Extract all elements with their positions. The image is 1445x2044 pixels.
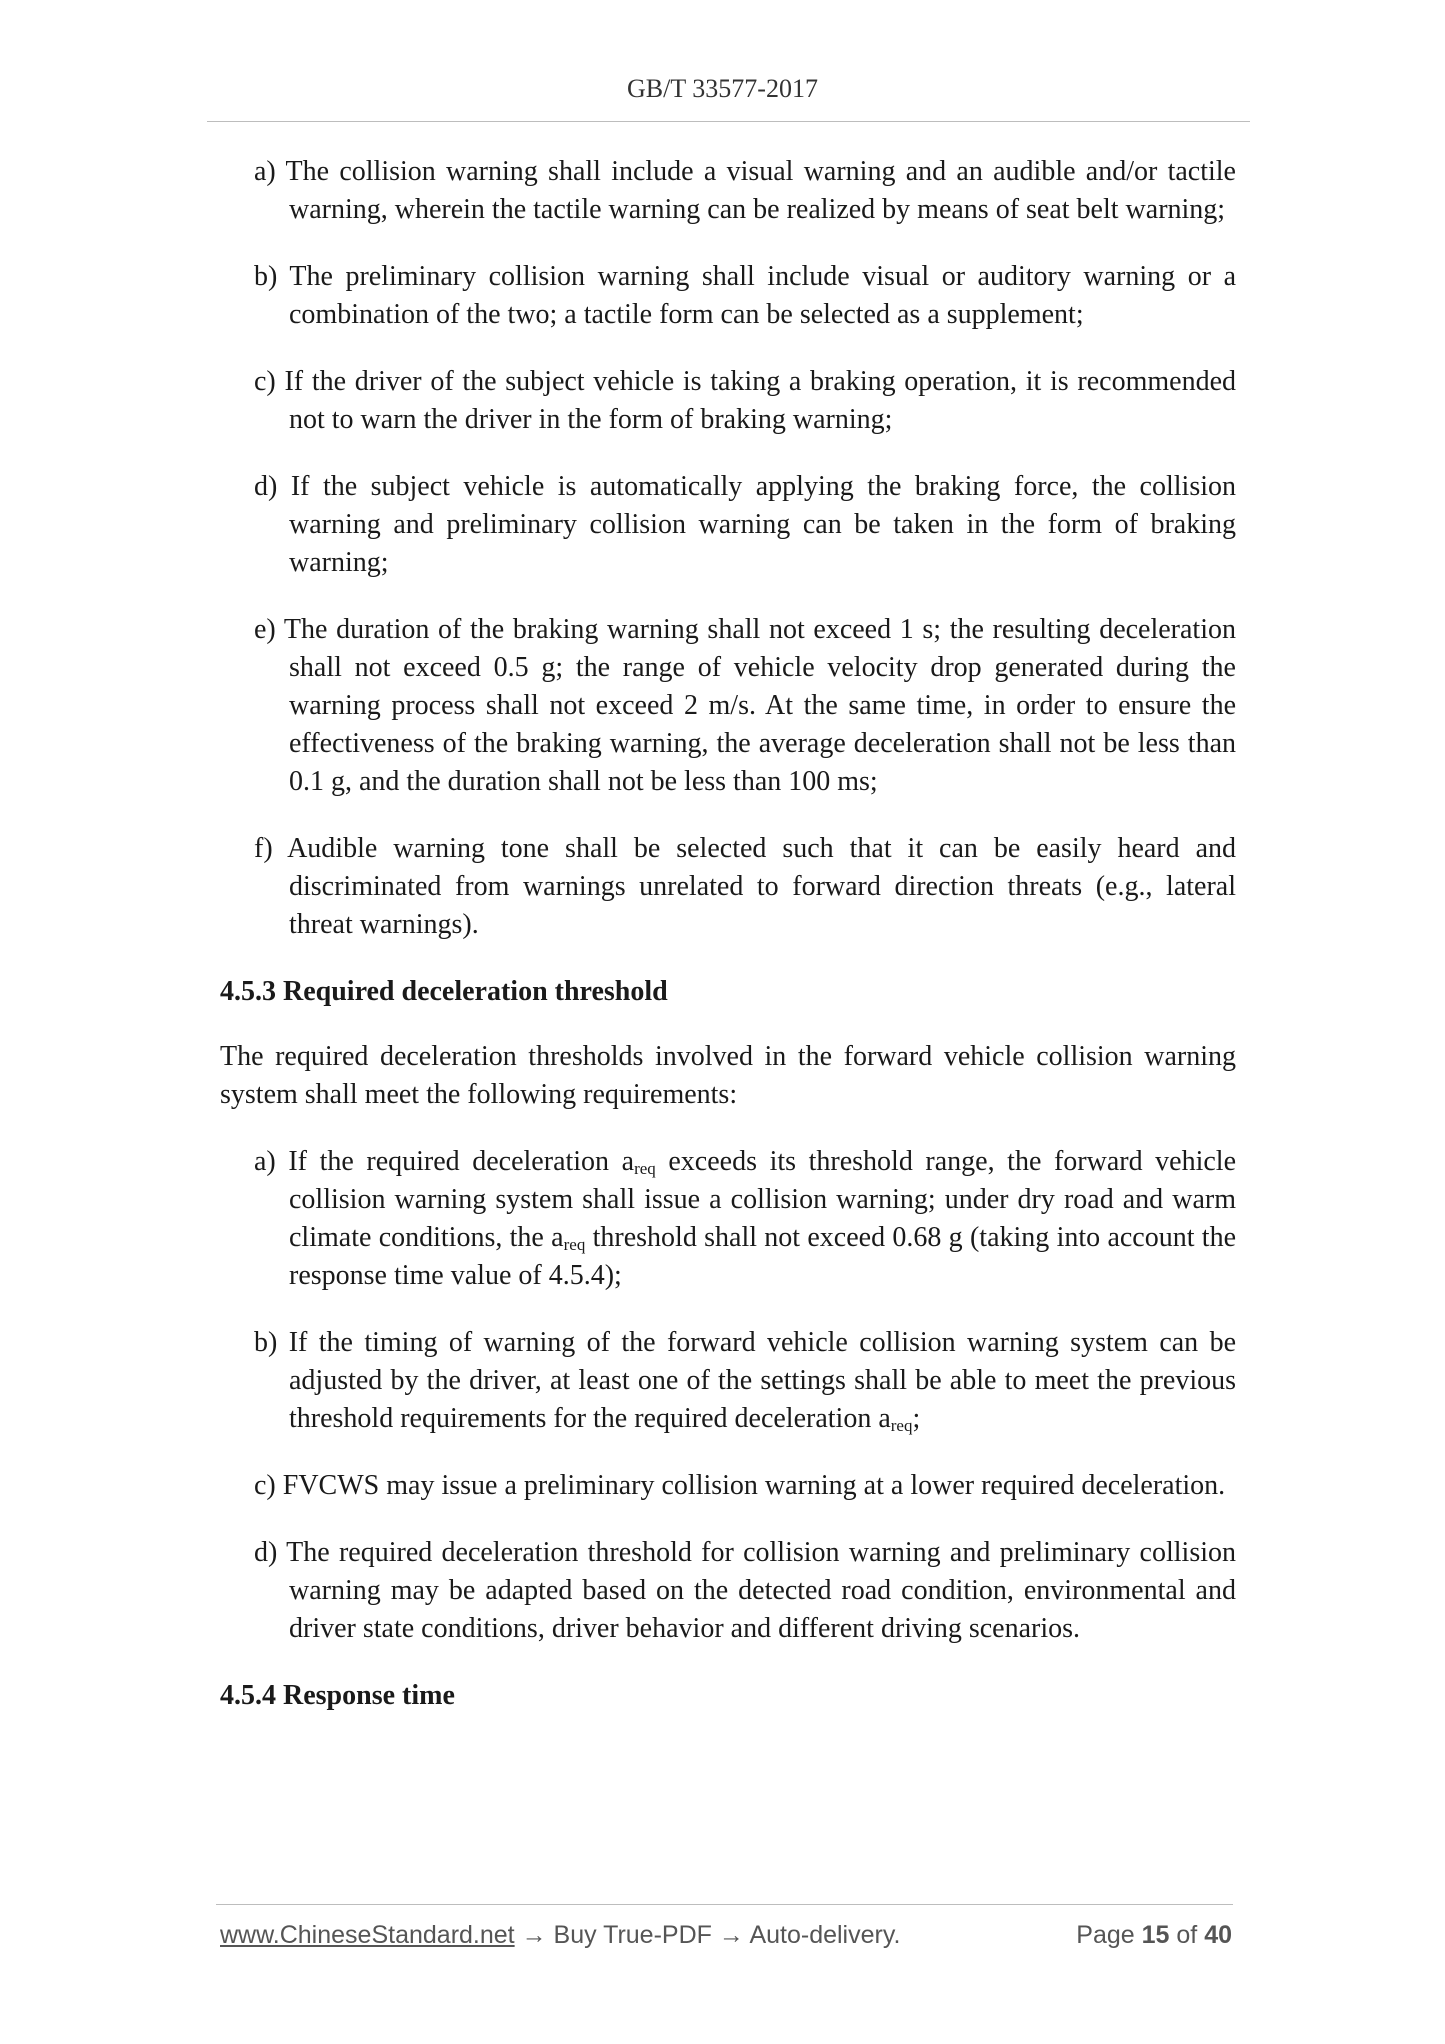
page-number <box>1076 1921 1232 1950</box>
list-item <box>254 1143 1236 1295</box>
page-word: Page <box>1076 1921 1135 1949</box>
list-item <box>254 153 1236 229</box>
list-item <box>254 363 1236 439</box>
section-heading: 4.5.4 Response time <box>220 1680 455 1711</box>
list-item <box>254 468 1236 582</box>
list-item <box>254 258 1236 334</box>
header-divider <box>207 121 1250 122</box>
page-total: 40 <box>1204 1921 1232 1949</box>
section-heading: 4.5.3 Required deceleration threshold <box>220 976 668 1007</box>
symbol-subscript: req <box>634 1159 656 1178</box>
footer-divider <box>216 1904 1233 1905</box>
item-text: If the subject vehicle is automatically applying the braking force, the collision warning and preliminary collision warning can be taken in the form of braking warning; <box>289 471 1237 578</box>
arrow-icon: → <box>521 1921 547 1949</box>
of-word: of <box>1176 1921 1198 1949</box>
list-item <box>254 1467 1236 1505</box>
symbol-subscript: req <box>563 1235 586 1254</box>
item-label: a) <box>254 156 276 187</box>
item-label: f) <box>254 833 273 864</box>
item-text: The collision warning shall include a visual warning and an audible and/or tactile warning, wherein the tactile warning can be realized by means of seat belt warning; <box>285 156 1236 225</box>
symbol: a <box>621 1146 635 1177</box>
item-text: FVCWS may issue a preliminary collision warning at a lower required deceleration. <box>282 1470 1226 1501</box>
section-intro: The required deceleration thresholds involved in the forward vehicle collision warning system shall meet the following requirements: <box>220 1041 1236 1110</box>
item-label: c) <box>254 366 276 397</box>
item-label: c) <box>254 1470 276 1501</box>
item-label: a) <box>254 1146 276 1177</box>
item-text: The required deceleration threshold for collision warning and preliminary collision warning may be adapted based on the detected road condition, environmental and driver state conditions, driver behavior and different driving scenarios. <box>286 1537 1236 1644</box>
list-item <box>254 1534 1236 1648</box>
item-text: ; <box>912 1403 921 1434</box>
list-item <box>254 830 1236 944</box>
item-text: threshold shall not exceed 0.68 g (taking into account the response time value of 4.5.4); <box>289 1222 1237 1291</box>
symbol: a <box>551 1222 564 1253</box>
symbol: a <box>878 1403 891 1434</box>
page-current: 15 <box>1141 1921 1170 1949</box>
item-label: e) <box>254 614 276 645</box>
list-item <box>254 1324 1236 1438</box>
item-text: If the required deceleration <box>288 1146 622 1177</box>
item-text: If the driver of the subject vehicle is taking a braking operation, it is recommended not to warn the driver in the form of braking warning; <box>284 366 1236 435</box>
item-label: d) <box>254 1537 278 1568</box>
page-content <box>220 153 1236 1742</box>
item-text: Audible warning tone shall be selected such that it can be easily heard and discriminated from warnings unrelated to forward direction threats (e.g., lateral threat warnings). <box>287 833 1236 940</box>
website-link[interactable]: www.ChineseStandard.net <box>220 1921 515 1949</box>
item-text: The duration of the braking warning shall not exceed 1 s; the resulting deceleration shall not exceed 0.5 g; the range of vehicle velocity drop generated during the warning process shall not exceed 2 m/s. At the same time, in order to ensure the effectiveness of the braking warning, the average deceleration shall not be less than 0.1 g, and the duration shall not be less than 100 ms; <box>283 614 1236 797</box>
symbol-subscript: req <box>890 1416 913 1435</box>
item-label: d) <box>254 471 278 502</box>
item-label: b) <box>254 1327 278 1358</box>
item-text: The preliminary collision warning shall include visual or auditory warning or a combination of the two; a tactile form can be selected as a supplement; <box>289 261 1236 330</box>
item-label: b) <box>254 261 278 292</box>
list-item <box>254 611 1236 801</box>
buy-link: Buy True-PDF <box>553 1921 712 1949</box>
page-header: GB/T 33577-2017 <box>627 74 818 103</box>
delivery-text: Auto-delivery. <box>749 1921 901 1949</box>
footer-promo <box>220 1921 900 1950</box>
item-text: exceeds its threshold range, the forward vehicle collision warning system shall issue a collision warning; under dry road and warm climate conditions, the <box>289 1146 1236 1253</box>
item-text: If the timing of warning of the forward vehicle collision warning system can be adjusted by the driver, at least one of the settings shall be able to meet the previous threshold requirements for the required deceleration <box>288 1327 1236 1434</box>
arrow-icon: → <box>718 1921 744 1949</box>
